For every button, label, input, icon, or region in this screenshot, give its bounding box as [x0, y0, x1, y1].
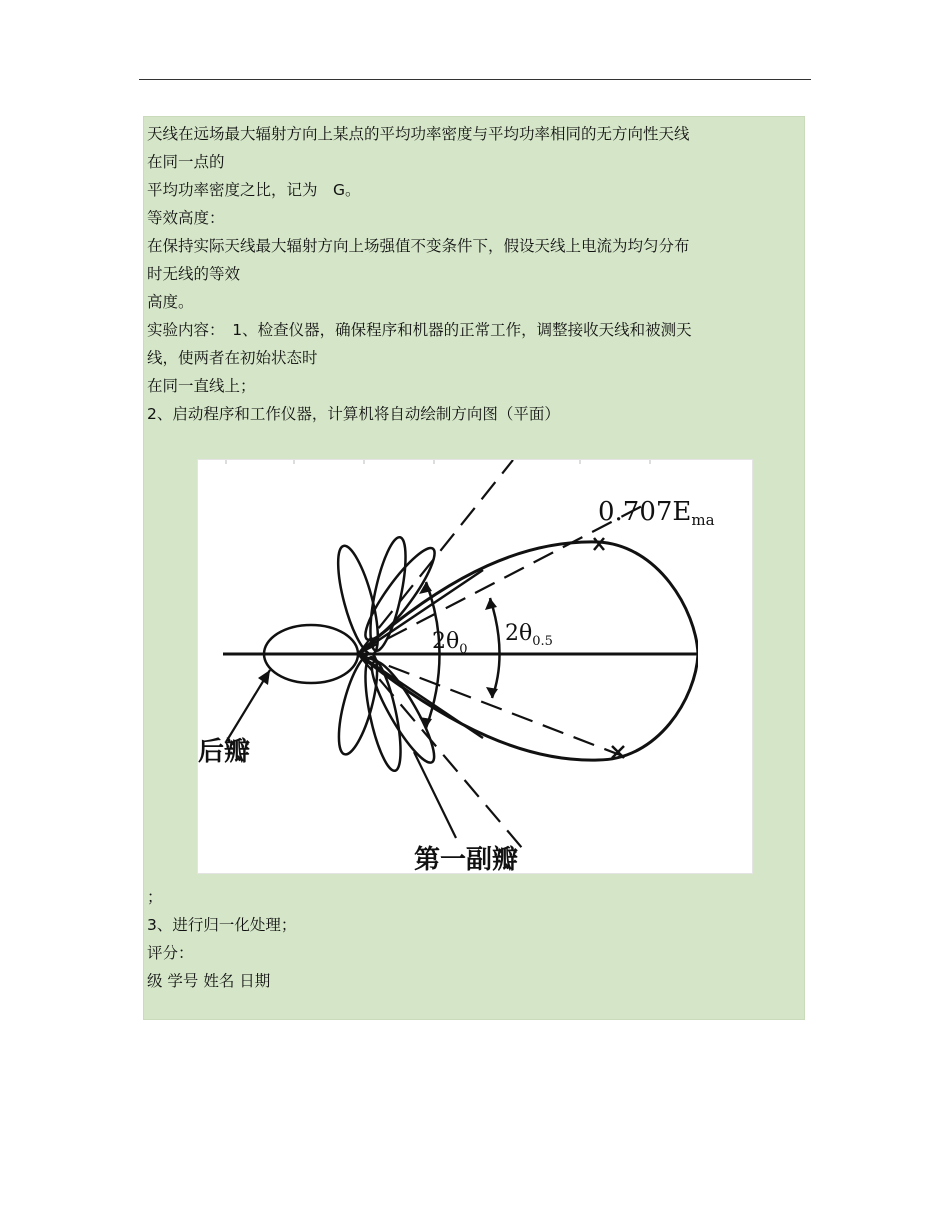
arc-2theta05	[490, 598, 500, 698]
first-sidelobe-label: 第一副瓣	[414, 845, 519, 873]
text-line: 时无线的等效	[147, 265, 241, 283]
text-line: 天线在远场最大辐射方向上某点的平均功率密度与平均功率相同的无方向性天线	[147, 125, 690, 143]
header-rule	[139, 79, 811, 80]
text-line: 线，使两者在初始状态时	[147, 349, 318, 367]
text-line: 在保持实际天线最大辐射方向上场强值不变条件下，假设天线上电流为均匀分布	[147, 237, 690, 255]
text-line: 2、启动程序和工作仪器，计算机将自动绘制方向图（平面）	[147, 405, 560, 423]
label-2theta0: $2\theta_0$	[432, 629, 468, 657]
content-panel	[143, 116, 805, 1020]
main-lobe	[358, 542, 698, 760]
text-line: 在同一直线上；	[147, 377, 256, 395]
text-line: 实验内容： 1、检查仪器，确保程序和机器的正常工作，调整接收天线和被测天	[147, 321, 692, 339]
text-line: 等效高度：	[147, 209, 225, 227]
text-line: 评分：	[147, 944, 194, 962]
label-2theta05: $2\theta_{0.5}$	[505, 621, 553, 649]
text-line: ；	[147, 888, 163, 906]
text-line: 在同一点的	[147, 153, 225, 171]
half-power-label: 0.707Ema	[598, 497, 715, 529]
top-ticks	[226, 460, 650, 464]
text-line: 级 学号 姓名 日期	[147, 972, 271, 990]
back-lobe-label: 后瓣	[198, 737, 251, 767]
radiation-pattern-svg	[198, 460, 752, 873]
radiation-pattern-figure	[197, 459, 753, 874]
text-line: 高度。	[147, 293, 194, 311]
text-line: 平均功率密度之比，记为 G。	[147, 181, 361, 199]
half-power-markers	[594, 538, 624, 758]
text-line: 3、进行归一化处理；	[147, 916, 297, 934]
